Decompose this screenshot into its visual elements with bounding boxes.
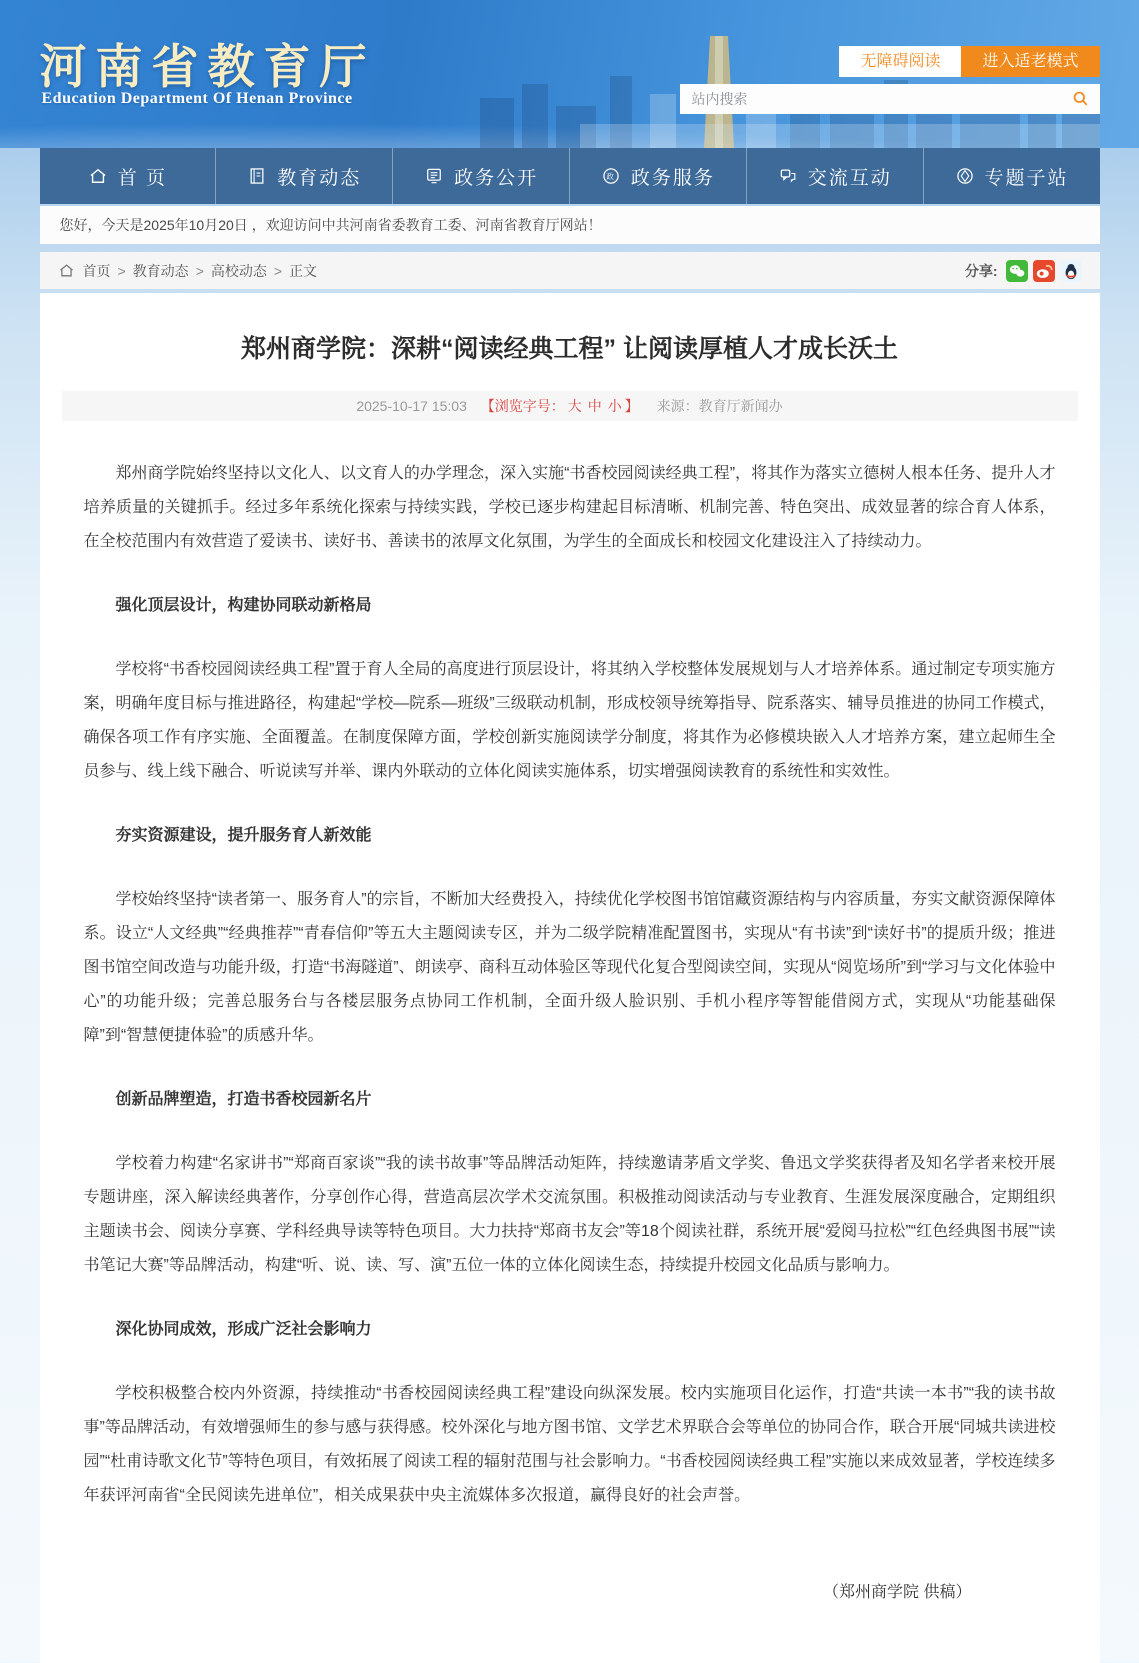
subsite-icon xyxy=(955,166,975,186)
service-icon xyxy=(601,166,621,186)
header-buttons xyxy=(839,46,1099,77)
article-paragraph: 郑州商学院始终坚持以文化人、以文育人的办学理念，深入实施“书香校园阅读经典工程”，将其作为落实立德树人根本任务、提升人才培养质量的关键抓手。经过多年系统化探索与持续实践，学校已逐步构建起目标清晰、机制完善、特色突出、成效显著的综合育人体系，在全校范围内有效营造了爱读书、读好书、善读书的浓厚文化氛围，为学生的全面成长和校园文化建设注入了持续动力。 xyxy=(83,465,1056,551)
article-paragraph: 学校始终坚持“读者第一、服务育人”的宗旨，不断加大经费投入，持续优化学校图书馆馆藏资源结构与内容质量，夯实文献资源保障体系。设立“人文经典”“经典推荐”“青春信仰”等五大主题阅读专区，并为二级学院精准配置图书，实现从“有书读”到“读好书”的提质升级；推进图书馆空间改造与功能升级，打造“书海隧道”、朗读亭、商科互动体验区等现代化复合型阅读空间，实现从“阅览场所”到“学习与文化体验中心”的功能升级；完善总服务台与各楼层服务点协同工作机制，全面升级人脸识别、手机小程序等智能借阅方式，实现从“功能基础保障”到“智慧便捷体验”的质感升华。 xyxy=(83,891,1056,1045)
article-paragraph: 学校将“书香校园阅读经典工程”置于育人全局的高度进行顶层设计，将其纳入学校整体发展规划与人才培养体系。通过制定专项实施方案，明确年度目标与推进路径，构建起“学校—院系—班级”三级联动机制，形成校领导统筹指导、院系落实、辅导员推进的协同工作模式，确保各项工作有序实施、全面覆盖。在制度保障方面，学校创新实施阅读学分制度，将其作为必修模块嵌入人才培养方案，建立起师生全员参与、线上线下融合、听说读写并举、课内外联动的立体化阅读实施体系，切实增强阅读教育的系统性和实效性。 xyxy=(83,661,1056,781)
nav-item-interaction[interactable] xyxy=(747,148,924,204)
breadcrumb-home-icon[interactable] xyxy=(58,262,75,279)
search-button[interactable] xyxy=(1067,87,1100,111)
share-label: 分享: xyxy=(964,262,998,279)
search-icon xyxy=(1071,96,1090,111)
nav-item-label: 政务公开 xyxy=(454,167,539,189)
section-heading: 创新品牌塑造，打造书香校园新名片 xyxy=(115,1091,372,1109)
share-icons xyxy=(1006,260,1082,282)
font-size-option-大[interactable]: 大 xyxy=(567,398,582,415)
interaction-icon xyxy=(778,166,798,186)
article-title: 郑州商学院：深耕“阅读经典工程” 让阅读厚植人才成长沃土 xyxy=(241,335,898,363)
article-attribution: （郑州商学院 供稿） xyxy=(823,1584,972,1602)
article-source: 来源：教育厅新闻办 xyxy=(656,398,783,415)
article-paragraph: 学校着力构建“名家讲书”“郑商百家谈”“我的读书故事”等品牌活动矩阵，持续邀请茅盾文学奖、鲁迅文学奖获得者及知名学者来校开展专题讲座，深入解读经典著作，分享创作心得，营造高层次学术交流氛围。积极推动阅读活动与专业教育、生涯发展深度融合，定期组织主题读书会、阅读分享赛、学科经典导读等特色项目。大力扶持“郑商书友会”等18个阅读社群，系统开展“爱阅马拉松”“红色经典图书展”“读书笔记大赛”等品牌活动，构建“听、说、读、写、演”五位一体的立体化阅读生态，持续提升校园文化品质与影响力。 xyxy=(83,1155,1056,1275)
site-search-bar xyxy=(680,84,1100,114)
article-body xyxy=(60,421,1080,1513)
section-heading: 深化协同成效，形成广泛社会影响力 xyxy=(115,1321,372,1339)
breadcrumb-items xyxy=(83,261,318,281)
breadcrumb-item-2[interactable]: 教育动态 xyxy=(132,262,189,279)
nav-item-label: 专题子站 xyxy=(984,167,1069,189)
accessibility-reading-button[interactable]: 无障碍阅读 xyxy=(839,46,961,77)
welcome-bar: 您好，今天是2025年10月20日 ，欢迎访问中共河南省委教育工委、河南省教育厅网站！ xyxy=(40,206,1100,244)
nav-item-edu-news[interactable] xyxy=(216,148,393,204)
site-header xyxy=(0,0,1139,148)
font-size-suffix: 】 xyxy=(624,398,639,415)
home-icon xyxy=(88,166,108,186)
article-container xyxy=(40,293,1100,1663)
font-size-prefix: 【浏览字号： xyxy=(480,398,565,415)
article-paragraph: 学校积极整合校内外资源，持续推动“书香校园阅读经典工程”建设向纵深发展。校内实施项目化运作，打造“共读一本书”“我的读书故事”等品牌活动，有效增强师生的参与感与获得感。校外深化与地方图书馆、文学艺术界联合会等单位的协同合作，联合开展“同城共读进校园”“杜甫诗歌文化节”等特色项目，有效拓展了阅读工程的辐射范围与社会影响力。“书香校园阅读经典工程”实施以来成效显著，学校连续多年获评河南省“全民阅读先进单位”，相关成果获中央主流媒体多次报道，赢得良好的社会声誉。 xyxy=(83,1385,1056,1505)
article-datetime: 2025-10-17 15:03 xyxy=(356,398,467,415)
disclosure-icon xyxy=(424,166,444,186)
font-size-options xyxy=(565,398,625,414)
breadcrumb-item-4: 正文 xyxy=(289,262,318,279)
breadcrumb-separator: > xyxy=(273,262,283,279)
weibo-icon[interactable] xyxy=(1033,260,1055,282)
elder-mode-button[interactable]: 进入适老模式 xyxy=(961,46,1099,77)
news-icon xyxy=(247,166,267,186)
nav-item-gov-open[interactable] xyxy=(393,148,570,204)
breadcrumb-item-3[interactable]: 高校动态 xyxy=(210,262,267,279)
section-heading: 夯实资源建设，提升服务育人新效能 xyxy=(115,827,372,845)
nav-item-label: 首 页 xyxy=(117,167,168,189)
article-meta-bar xyxy=(62,391,1078,421)
nav-item-label: 教育动态 xyxy=(277,167,362,189)
site-logo-title: 河南省教育厅 xyxy=(39,42,376,94)
wechat-icon[interactable] xyxy=(1006,260,1028,282)
breadcrumb-item-1[interactable]: 首页 xyxy=(82,262,111,279)
site-logo-subtitle: Education Department Of Henan Province xyxy=(41,90,353,107)
breadcrumb-separator: > xyxy=(117,262,126,279)
nav-item-gov-service[interactable] xyxy=(570,148,747,204)
nav-item-home[interactable] xyxy=(40,148,217,204)
breadcrumb-bar xyxy=(40,252,1100,289)
svg-text:政: 政 xyxy=(606,171,616,181)
search-input[interactable] xyxy=(680,91,1067,107)
breadcrumb-separator: > xyxy=(195,262,204,279)
share-box xyxy=(965,260,1082,282)
font-size-option-小[interactable]: 小 xyxy=(607,398,622,415)
section-heading: 强化顶层设计，构建协同联动新格局 xyxy=(115,597,372,615)
nav-item-label: 交流互动 xyxy=(807,167,892,189)
main-nav xyxy=(40,148,1100,204)
qq-icon[interactable] xyxy=(1060,260,1082,282)
nav-item-subsites[interactable] xyxy=(924,148,1100,204)
nav-item-label: 政务服务 xyxy=(630,167,715,189)
font-size-option-中[interactable]: 中 xyxy=(587,398,602,415)
